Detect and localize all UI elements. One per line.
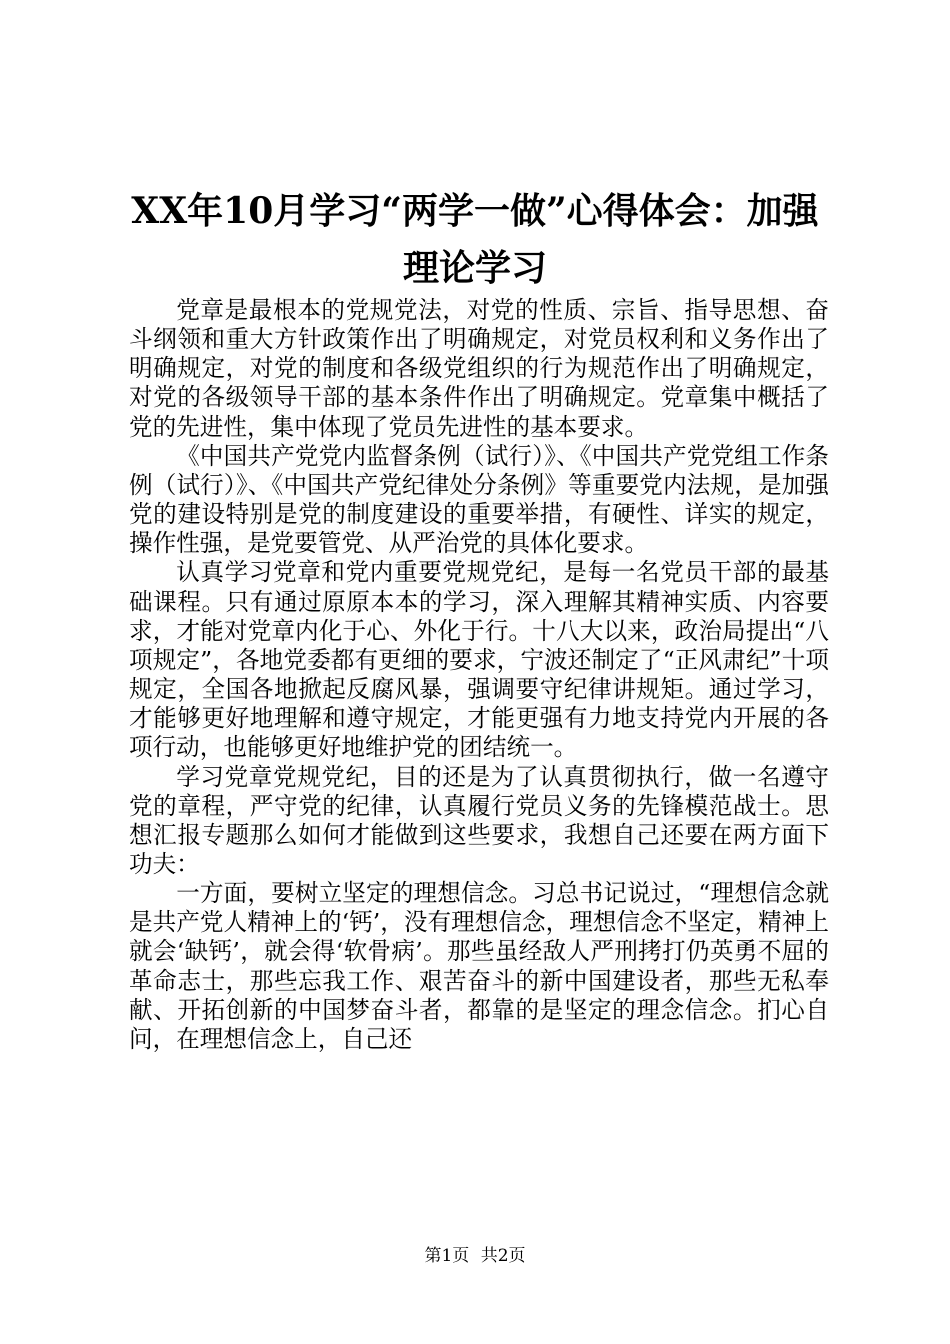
document-title-line-1: XX年10月学习“两学一做”心得体会：加强	[131, 190, 819, 232]
paragraph-3: 认真学习党章和党内重要党规党纪，是每一名党员干部的最基础课程。只有通过原原本本的学习，深入理解其精神实质、内容要求，才能对党章内化于心、外化于行。十八大以来，政治局提出“八项规定”，各地党委都有更细的要求，宁波还制定了“正风肃纪”十项规定，全国各地掀起反腐风暴，强调要守纪律讲规矩。通过学习，才能够更好地理解和遵守规定，才能更强有力地支持党内开展的各项行动，也能够更好地维护党的团结统一。	[129, 558, 829, 762]
paragraph-4: 学习党章党规党纪，目的还是为了认真贯彻执行，做一名遵守党的章程，严守党的纪律，认真履行党员义务的先锋模范战士。思想汇报专题那么如何才能做到这些要求，我想自己还要在两方面下功夫：	[129, 762, 829, 878]
document-title-line-2: 理论学习	[402, 247, 547, 289]
page-number: 第1页	[424, 1246, 470, 1266]
paragraph-1: 党章是最根本的党规党法，对党的性质、宗旨、指导思想、奋斗纲领和重大方针政策作出了明确规定，对党员权利和义务作出了明确规定，对党的制度和各级党组织的行为规范作出了明确规定，对党的各级领导干部的基本条件作出了明确规定。党章集中概括了党的先进性，集中体现了党员先进性的基本要求。	[129, 296, 829, 441]
page-total: 共2页	[480, 1246, 526, 1266]
page-footer	[0, 1245, 950, 1267]
paragraph-2: 《中国共产党党内监督条例（试行）》、《中国共产党党组工作条例（试行）》、《中国共产党纪律处分条例》等重要党内法规，是加强党的建设特别是党的制度建设的重要举措，有硬性、详实的规定，操作性强，是党要管党、从严治党的具体化要求。	[129, 441, 829, 558]
paragraph-5: 一方面，要树立坚定的理想信念。习总书记说过，“理想信念就是共产党人精神上的‘钙’，没有理想信念，理想信念不坚定，精神上就会‘缺钙’，就会得‘软骨病’。那些虽经敌人严刑拷打仍英勇不屈的革命志士，那些忘我工作、艰苦奋斗的新中国建设者，那些无私奉献、开拓创新的中国梦奋斗者，都靠的是坚定的理念信念。扪心自问，在理想信念上，自己还	[129, 879, 829, 1053]
document-body	[129, 296, 829, 1054]
